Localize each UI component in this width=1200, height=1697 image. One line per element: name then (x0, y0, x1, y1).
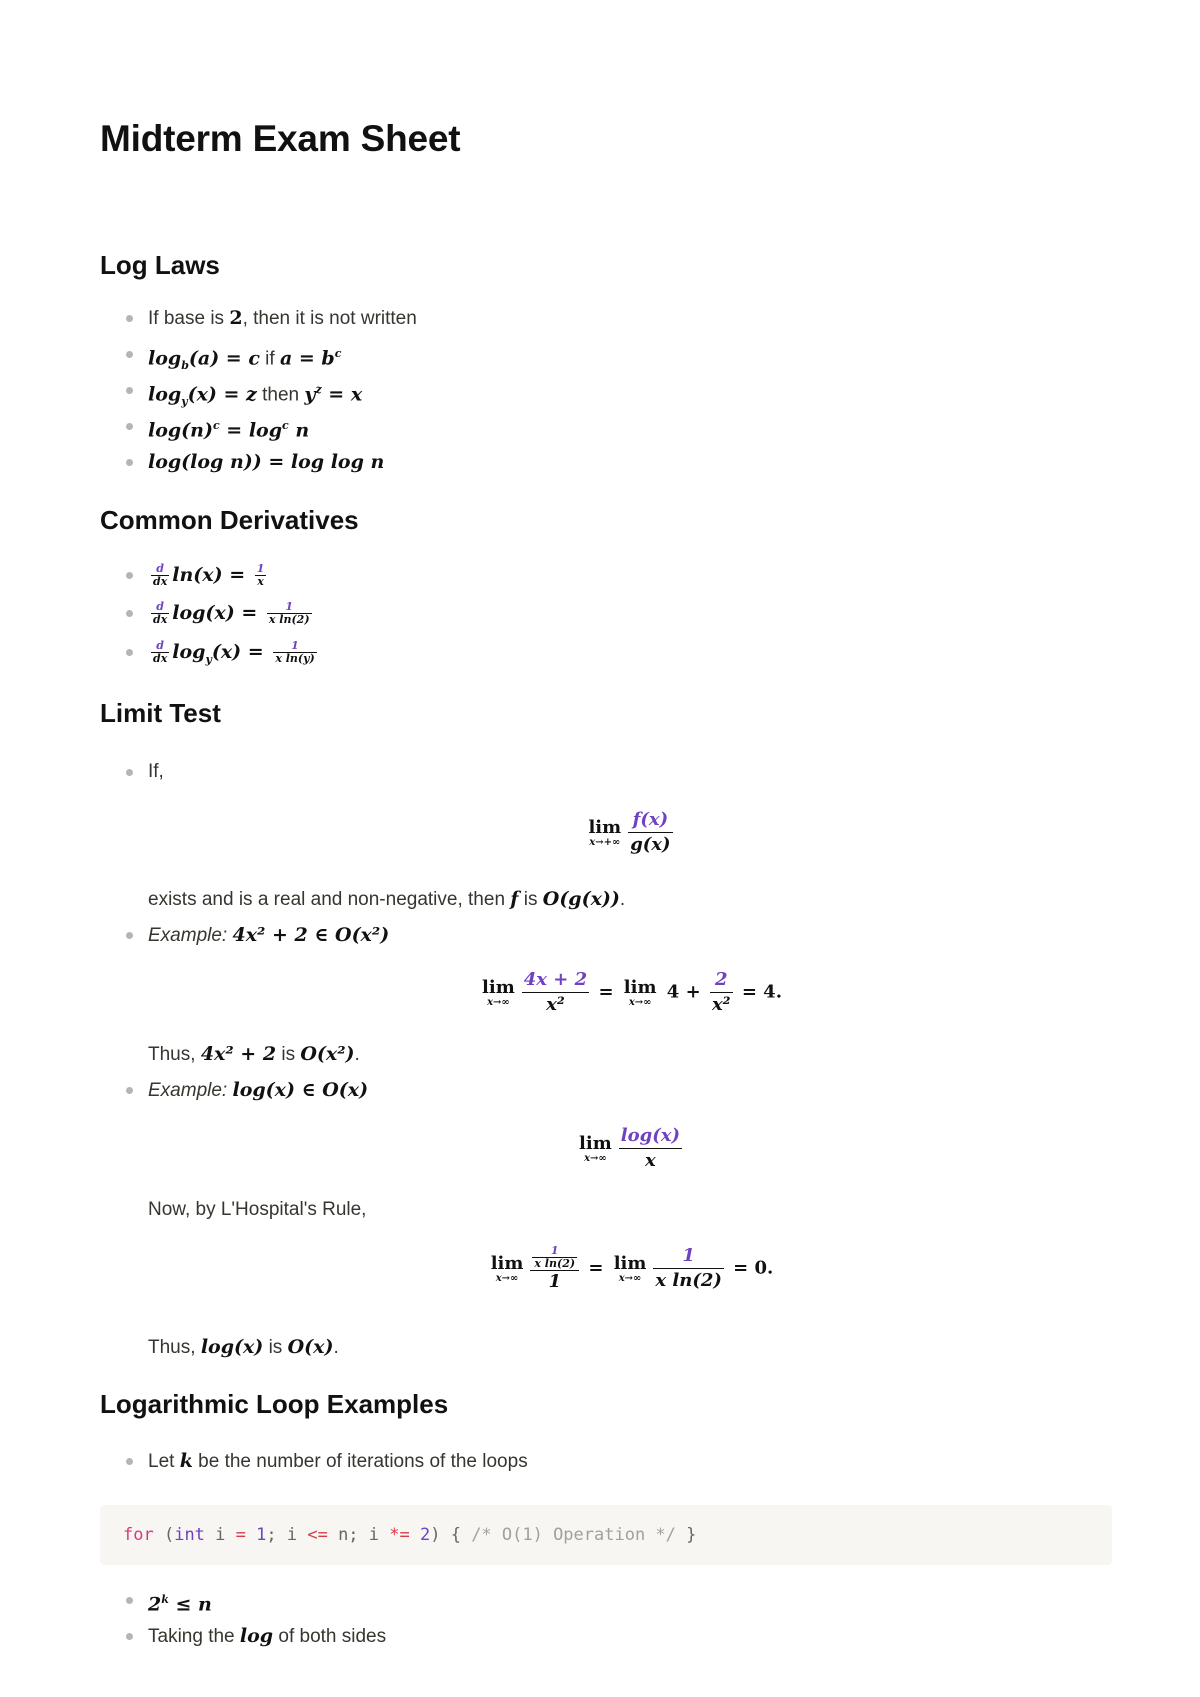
derivative-operator: $\frac{d}{dx}$ (153, 562, 168, 589)
bullet-icon (126, 1633, 133, 1640)
list-item: $\frac{d}{dx}$ ln(x) = $\frac{1}{x}$ (148, 562, 269, 589)
paragraph: Thus, 4x² + 2 is O(x²). (148, 1043, 360, 1065)
code-line: for (int i = 1; i <= n; i *= 2) { /* O(1) Operation */ } (123, 1525, 697, 1545)
bullet-icon (126, 459, 133, 466)
bullet-icon (126, 572, 133, 579)
code-block[interactable] (100, 1505, 1112, 1565)
display-equation: lim x→∞ $\frac{\log(x)}{x}$ (579, 1125, 680, 1171)
display-equation: lim x→∞ $\frac{4x + 2}{\text{x²}}$ = lim x→∞ 4 + $\frac{2}{\text{x²}}$ = 4. (482, 969, 782, 1015)
bullet-icon (126, 610, 133, 617)
list-item: Let k be the number of iterations of the loops (148, 1448, 528, 1475)
display-equation: lim x→∞ $\frac{\frac{1}{\text{x ln(2)}}}{1}$ = lim x→∞ $\frac{1}{\text{x ln(2)}}$ = 0. (490, 1243, 774, 1292)
list-item: log(log n)) = log log n (148, 449, 384, 476)
bullet-icon (126, 387, 133, 394)
section-heading-derivatives: Common Derivatives (100, 505, 359, 535)
page-title: Midterm Exam Sheet (100, 118, 461, 159)
list-item: If base is 2, then it is not written (148, 305, 417, 332)
section-heading-loop-examples: Logarithmic Loop Examples (100, 1389, 449, 1419)
section-heading-limit-test: Limit Test (100, 698, 221, 728)
derivative-operator: $\frac{d}{dx}$ (153, 639, 168, 666)
paragraph: Now, by L'Hospital's Rule, (148, 1199, 367, 1220)
list-item: $2^k \le n$ (148, 1587, 212, 1618)
list-item: $\log_y(x) = z$ then $y^z = x$ (148, 377, 362, 415)
bullet-icon (126, 423, 133, 430)
bullet-icon (126, 351, 133, 358)
list-item: $\log(n)^c = \log^c n$ (148, 413, 309, 444)
paragraph: exists and is a real and non-negative, then f is O(g(x)). (148, 888, 626, 910)
derivative-operator: $\frac{d}{dx}$ (153, 600, 168, 627)
list-item: Taking the log of both sides (148, 1623, 386, 1650)
list-item: If, (148, 759, 164, 785)
section-heading-log-laws: Log Laws (100, 250, 220, 280)
bullet-icon (126, 932, 133, 939)
bullet-icon (126, 1458, 133, 1465)
paragraph: Thus, log(x) is O(x). (148, 1336, 339, 1358)
bullet-icon (126, 315, 133, 322)
bullet-icon (126, 1597, 133, 1604)
list-item: $\frac{d}{dx}$ log(x) = $\frac{1}{\text{x ln(2)}}$ (148, 600, 315, 627)
list-item: $\frac{d}{dx}$ $\log_y(x)$ = $\frac{1}{\text{x ln(y)}}$ (148, 639, 320, 673)
bullet-icon (126, 1087, 133, 1094)
bullet-icon (126, 769, 133, 776)
bullet-icon (126, 649, 133, 656)
list-item: Example: log(x) ∈ O(x) (148, 1077, 368, 1104)
list-item: $\log_b(a) = c$ if $a = b^c$ (148, 341, 341, 379)
display-equation: lim x→+∞ $\frac{f(x)}{g(x)}$ (588, 809, 671, 855)
list-item: Example: 4x² + 2 ∈ O(x²) (148, 922, 389, 949)
